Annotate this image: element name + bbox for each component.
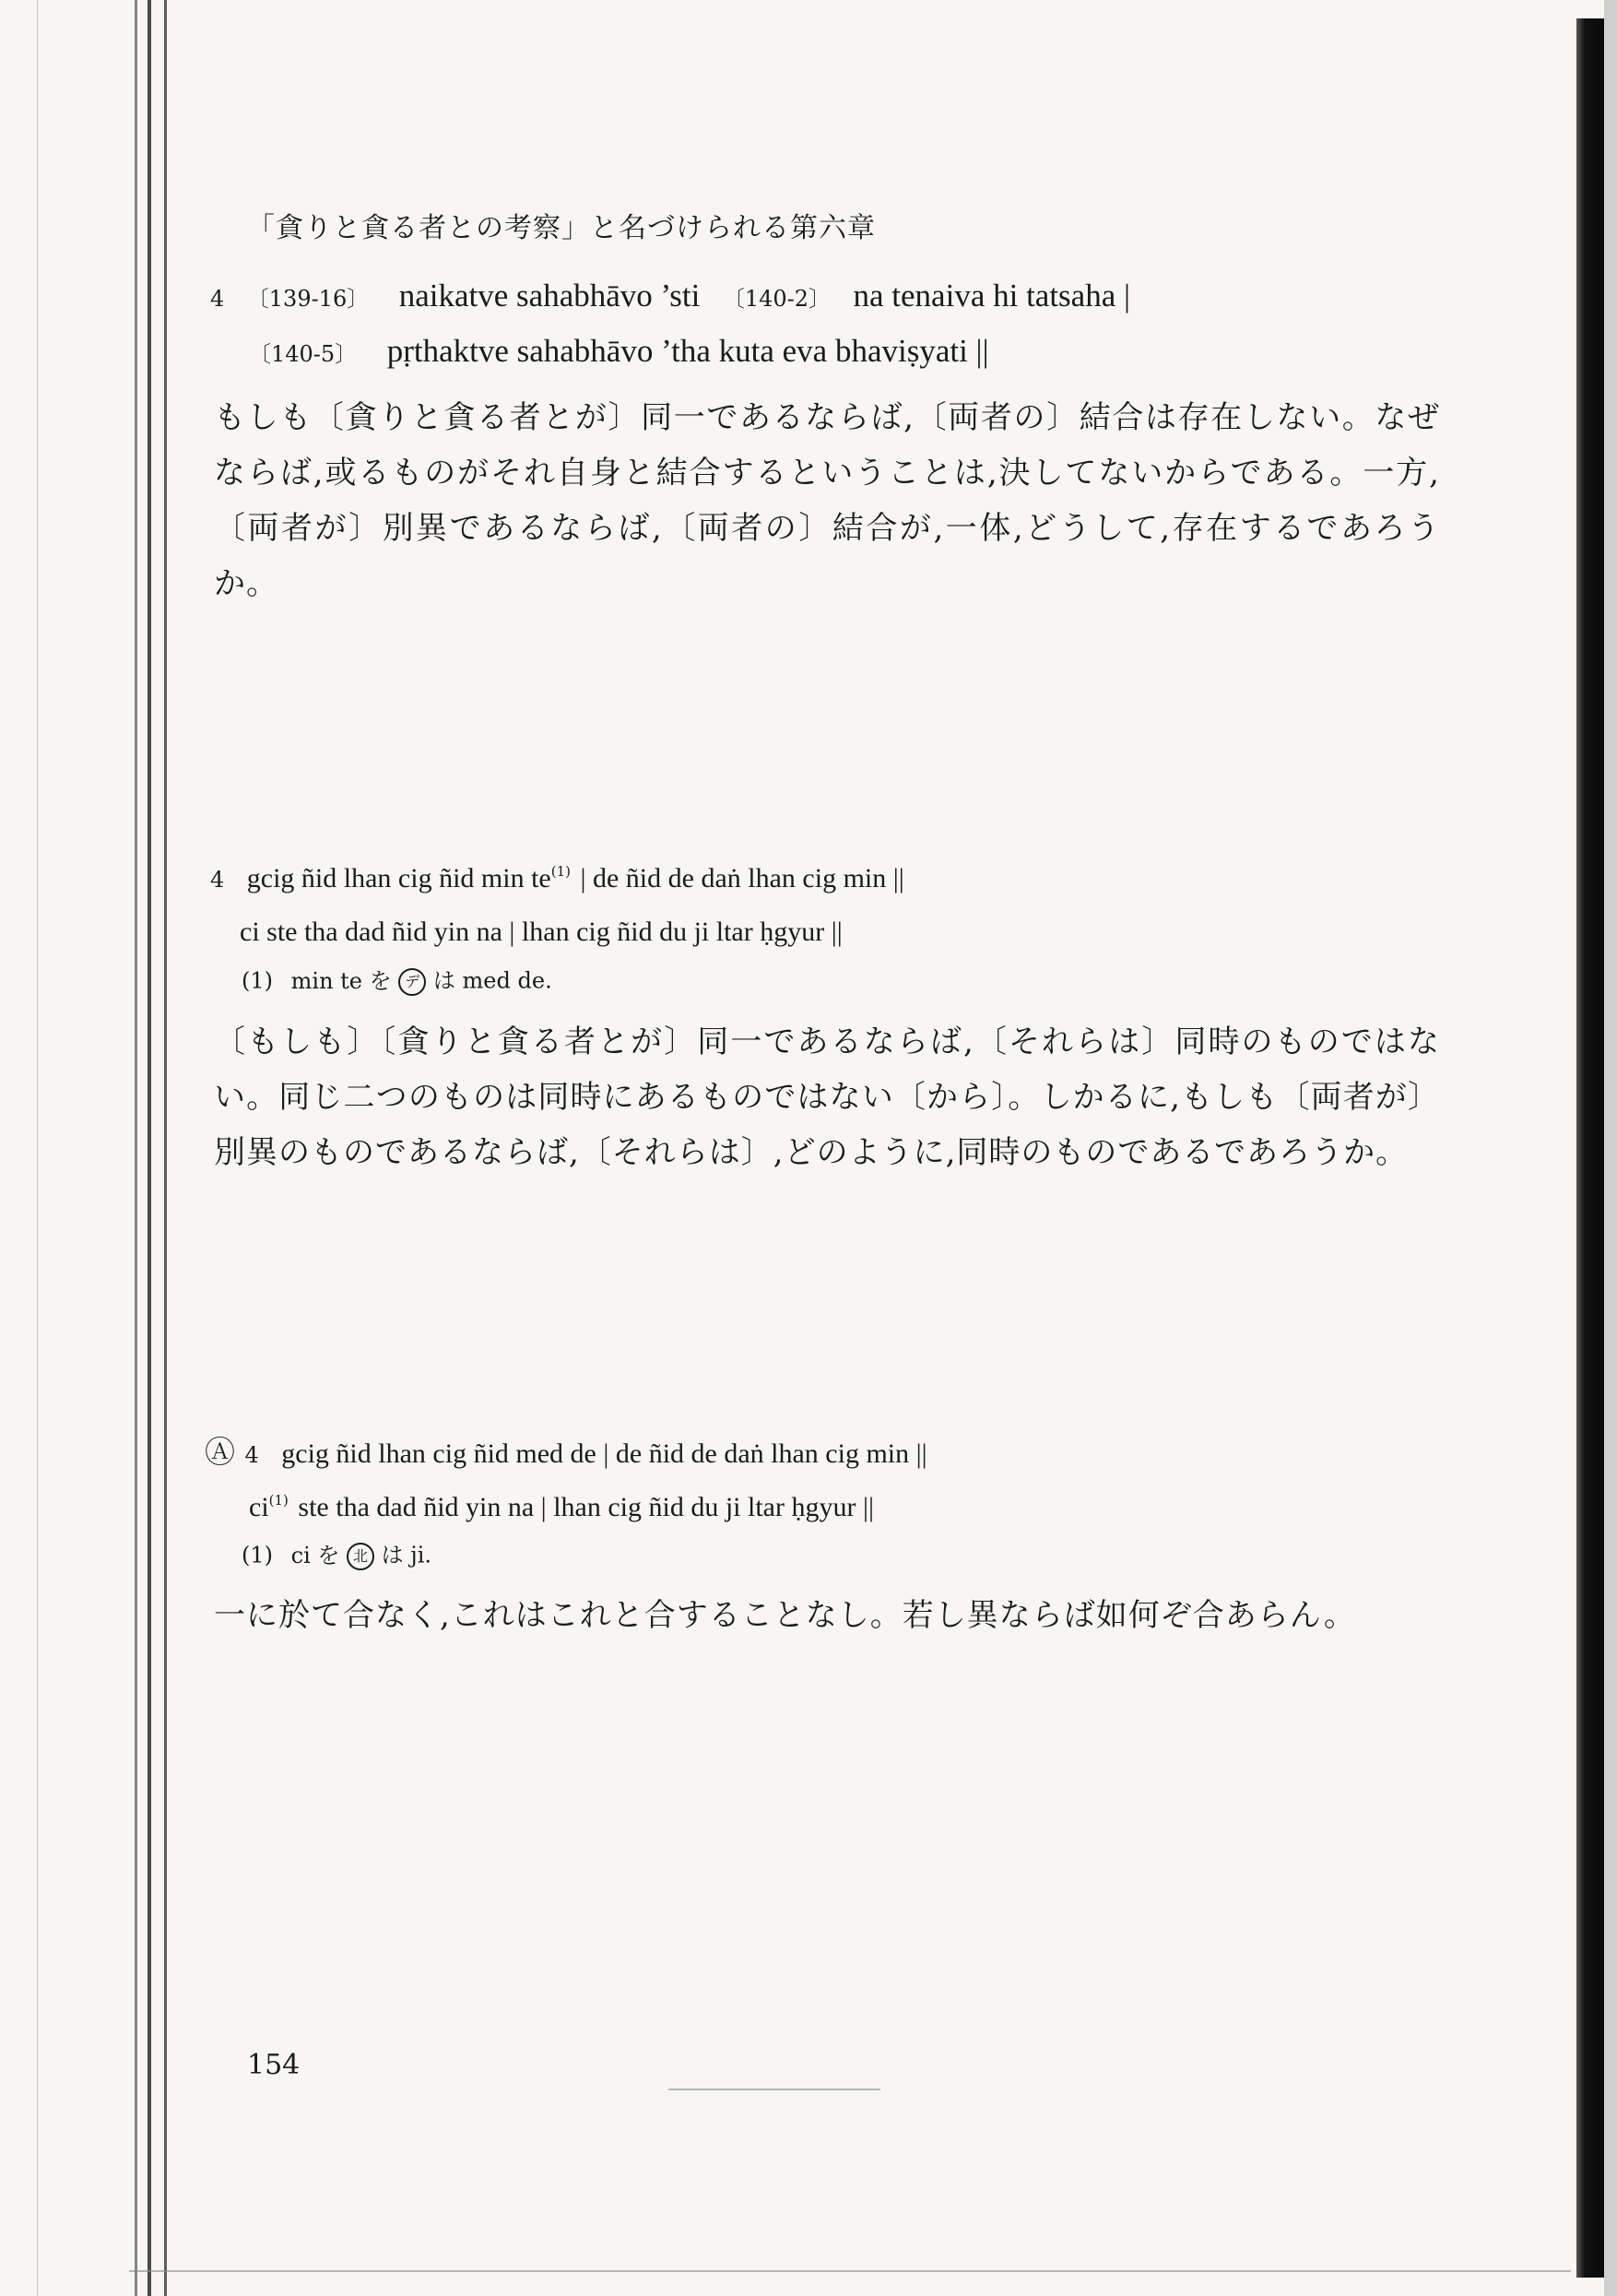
- tibetan-text: ste tha dad ñid yin na | lhan cig ñid du ji ltar ḥgyur ||: [298, 1492, 874, 1522]
- sanskrit-text: na tenaiva hi tatsaha |: [853, 278, 1131, 314]
- sanskrit-text: naikatve sahabhāvo ’sti: [398, 278, 701, 314]
- edition-siglum-icon: デ: [398, 968, 426, 996]
- tibetan-line-1: [205, 1434, 927, 1470]
- translation-paragraph: もしも〔貪りと貪る者とが〕同一であるならば,〔両者の〕結合は存在しない。なぜならば,或るものがそれ自身と結合するということは,決してないからである。一方,〔両者が〕別異であるならば,〔両者の〕結合が,一体,どうして,存在するであろうか。: [214, 399, 1440, 602]
- footnote: [242, 968, 552, 996]
- pencil-mark: [668, 2089, 880, 2090]
- sanskrit-line-1: [210, 279, 1130, 312]
- footnote-text: は ji.: [381, 1542, 432, 1568]
- bottom-rule: [129, 2270, 1571, 2272]
- footnote-number: (1): [242, 967, 273, 994]
- verse-number: 4: [210, 286, 225, 312]
- footnote-text: ci を: [290, 1542, 340, 1568]
- recension-mark: Ⓐ: [205, 1434, 235, 1470]
- tibetan-text: | de ñid de daṅ lhan cig min ||: [580, 863, 904, 894]
- footnote-text: min te を: [290, 967, 392, 994]
- footnote: [242, 1543, 431, 1570]
- page-number: 154: [247, 2049, 301, 2081]
- translation-paragraph: 〔もしも〕〔貪りと貪る者とが〕同一であるならば,〔それらは〕同時のものではない。同じ二つのものは同時にあるものではない〔から〕。しかるに,もしも〔両者が〕別異のものであるならば,〔それらは〕,どのように,同時のものであるであろうか。: [214, 1024, 1440, 1171]
- footnote-number: (1): [242, 1542, 273, 1568]
- tibetan-line-2: [240, 915, 843, 946]
- scan-dark-edge: [1576, 18, 1604, 2278]
- scan-border: [1604, 0, 1617, 2296]
- scan-edge-line: [37, 0, 38, 2296]
- sanskrit-line-2: [249, 335, 989, 367]
- sanskrit-text: pṛthaktve sahabhāvo ’tha kuta eva bhaviṣyati ||: [386, 333, 989, 369]
- tibetan-text: ci ste tha dad ñid yin na | lhan cig ñid du ji ltar ḥgyur ||: [240, 917, 843, 947]
- binding-rule: [164, 0, 167, 2296]
- page-ref: 〔139-16〕: [246, 286, 370, 312]
- page-ref: 〔140-2〕: [722, 286, 832, 312]
- footnote-text: は med de.: [432, 967, 552, 994]
- verse-number: 4: [244, 1442, 259, 1468]
- edition-siglum-icon: 北: [347, 1543, 374, 1570]
- tibetan-line-2: [249, 1490, 874, 1521]
- page-ref: 〔140-5〕: [249, 341, 358, 367]
- tibetan-text: gcig ñid lhan cig ñid med de | de ñid de daṅ lhan cig min ||: [281, 1438, 927, 1469]
- binding-rule: [135, 0, 137, 2296]
- verse-number: 4: [210, 867, 225, 893]
- footnote-marker: (1): [550, 863, 571, 880]
- chapter-title: 「貪りと貪る者との考察」と名づけられる第六章: [247, 212, 876, 244]
- footnote-marker: (1): [268, 1492, 289, 1509]
- translation-paragraph: 一に於て合なく,これはこれと合することなし。若し異ならば如何ぞ合あらん。: [214, 1597, 1356, 1634]
- tibetan-text: ci: [249, 1492, 269, 1522]
- tibetan-text: gcig ñid lhan cig ñid min te: [246, 863, 551, 894]
- binding-rule: [148, 0, 151, 2296]
- tibetan-line-1: [210, 861, 904, 893]
